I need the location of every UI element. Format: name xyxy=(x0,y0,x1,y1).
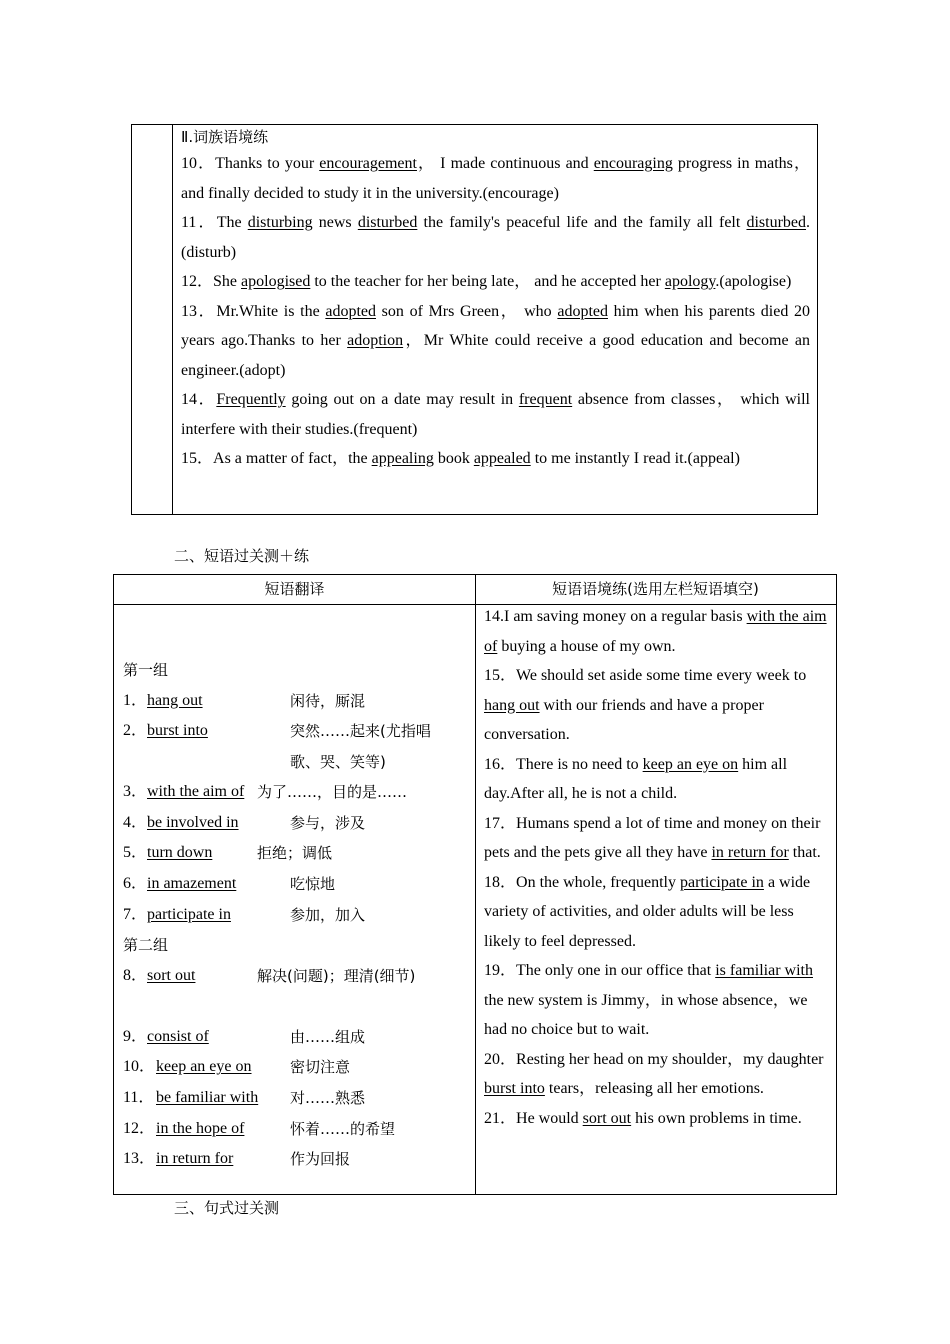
sentence-text: with our friends and have a proper conversation. xyxy=(484,696,764,743)
sentence-text: We should set aside some time every week to xyxy=(516,667,807,684)
phrase-row xyxy=(123,1114,468,1145)
exercise-item xyxy=(484,750,831,809)
sentence-text: He would xyxy=(516,1109,583,1127)
sentence-text: Humans spend a lot of time and money on their pets and the pets give all they have xyxy=(484,814,821,861)
item-number: 21． xyxy=(484,1109,517,1127)
sentence-text: .(apologise) xyxy=(715,273,792,290)
phrase-number: 11． xyxy=(123,1088,155,1106)
sentence-text: his own problems in time. xyxy=(631,1109,802,1127)
sentence-text: that. xyxy=(788,844,821,861)
exercise-item xyxy=(484,868,831,957)
sentence-text: The xyxy=(216,214,248,231)
phrase-english: burst into xyxy=(147,722,208,740)
item-number: 10． xyxy=(181,155,216,172)
word-family-item xyxy=(181,267,810,297)
phrase-english: be involved in xyxy=(147,813,239,831)
phrase-english: keep an eye on xyxy=(156,1058,252,1076)
item-number: 14． xyxy=(181,391,217,408)
phrase-chinese: 拒绝；调低 xyxy=(257,844,333,863)
sentence-text: She xyxy=(213,273,242,290)
phrase-chinese: 突然……起来(尤指唱歌、哭、笑等) xyxy=(290,722,431,771)
phrase-number: 9． xyxy=(123,1027,148,1045)
sentence-text: tears，releasing all her emotions. xyxy=(544,1080,764,1097)
phrase-chinese: 参加，加入 xyxy=(290,905,366,924)
phrase-number: 8． xyxy=(123,966,148,984)
sentence-text: Thanks to your xyxy=(215,155,320,172)
exercise-item xyxy=(484,809,831,868)
word-family-item xyxy=(181,385,810,444)
phrase-number: 6． xyxy=(123,874,148,892)
exercise-item xyxy=(484,1045,831,1104)
sentence-text: Resting her head on my shoulder，my daughter xyxy=(516,1050,824,1068)
group-one-phrases xyxy=(123,686,468,931)
item-number: 12． xyxy=(181,273,214,290)
phrase-english: participate in xyxy=(147,905,231,923)
phrase-row xyxy=(123,808,468,839)
sentence-text: There is no need to xyxy=(516,755,643,773)
phrase-row xyxy=(123,1052,468,1083)
phrase-english: in the hope of xyxy=(156,1119,245,1137)
item-number: 15． xyxy=(181,450,214,467)
phrase-chinese: 作为回报 xyxy=(290,1150,351,1169)
phrase-chinese: 参与，涉及 xyxy=(290,813,366,832)
sentence-text: the new system is Jimmy，in whose absence，we had no choice but to wait. xyxy=(484,991,808,1038)
item-number: 15． xyxy=(484,667,517,684)
exercise-item xyxy=(484,1104,831,1134)
answer-blank: adoption xyxy=(347,332,404,349)
phrase-chinese: 吃惊地 xyxy=(290,874,336,893)
phrase-chinese: 闲待，厮混 xyxy=(290,691,366,710)
phrase-row xyxy=(123,838,468,869)
phrase-english: turn down xyxy=(147,844,213,862)
sentence-text: On the whole, frequently xyxy=(516,873,680,891)
phrase-english: in amazement xyxy=(147,874,237,892)
item-number: 16． xyxy=(484,755,517,773)
exercise-item xyxy=(484,956,831,1045)
exercise-list xyxy=(484,602,831,1133)
phrase-number: 1． xyxy=(123,691,148,709)
phrase-chinese: 为了……，目的是…… xyxy=(257,783,408,802)
word-family-item xyxy=(181,297,810,386)
phrase-row xyxy=(123,1083,468,1114)
word-family-content xyxy=(181,125,810,474)
answer-blank: frequent xyxy=(518,391,573,408)
phrase-list xyxy=(123,655,468,1175)
phrase-chinese: 怀着……的希望 xyxy=(290,1119,396,1138)
answer-blank: is familiar with xyxy=(715,962,813,979)
answer-blank: disturbed xyxy=(746,214,807,231)
phrase-number: 2． xyxy=(123,722,148,740)
sentence-text: to me instantly I read it.(appeal) xyxy=(530,450,740,467)
answer-blank: appealed xyxy=(473,450,531,467)
phrase-chinese: 由……组成 xyxy=(290,1027,366,1046)
answer-blank: apology xyxy=(664,273,716,290)
item-number: 19． xyxy=(484,962,517,979)
answer-blank: disturbing xyxy=(247,214,313,231)
phrase-row xyxy=(123,900,468,931)
phrase-number: 7． xyxy=(123,905,148,923)
answer-blank: Frequently xyxy=(216,391,286,408)
sentence-text: news xyxy=(312,214,358,231)
phrase-number: 3． xyxy=(123,783,148,801)
word-family-item xyxy=(181,208,810,267)
phrase-english: sort out xyxy=(147,966,196,984)
answer-blank: encouraging xyxy=(593,155,673,172)
answer-blank: hang out xyxy=(484,696,540,714)
sentence-text: the family's peaceful life and the family all felt xyxy=(417,214,747,231)
phrase-number: 10． xyxy=(123,1058,156,1076)
sentence-text: going out on a date may result in xyxy=(285,391,519,408)
sentence-text: buying a house of my own. xyxy=(497,637,676,655)
phrase-chinese: 对……熟悉 xyxy=(290,1088,366,1107)
phrase-number: 13． xyxy=(123,1150,156,1168)
group-one-label: 第一组 xyxy=(123,661,169,679)
exercise-item xyxy=(484,661,831,750)
item-number: 18． xyxy=(484,873,517,891)
word-family-box xyxy=(131,124,818,515)
item-number: 13． xyxy=(181,302,217,320)
left-column-header: 短语翻译 xyxy=(264,580,325,598)
sentence-text: a wide variety of activities, and older adults will be less likely to feel depressed. xyxy=(484,873,811,950)
sentence-text: Mr.White is the xyxy=(216,302,326,320)
sentence-text: As a matter of fact，the xyxy=(213,450,372,467)
sentence-text: him all day.After all, he is not a child. xyxy=(484,755,788,802)
answer-blank: adopted xyxy=(325,302,376,320)
sentence-text: . (disturb) xyxy=(181,214,811,261)
phrase-chinese: 密切注意 xyxy=(290,1058,351,1077)
sentence-text: son of Mrs Green， who xyxy=(376,302,558,320)
answer-blank: appealing xyxy=(371,450,434,467)
phrase-number: 12． xyxy=(123,1119,156,1137)
item-number: 14. xyxy=(484,608,504,625)
phrase-table xyxy=(113,574,837,1195)
sentence-text: book xyxy=(433,450,474,467)
phrase-section-heading: 二、短语过关测＋练 xyxy=(174,547,310,565)
sentence-text: ， I made continuous and xyxy=(416,155,594,172)
phrase-english: be familiar with xyxy=(156,1088,259,1106)
sentence-section-heading: 三、句式过关测 xyxy=(174,1199,280,1217)
sentence-text: progress in maths， and finally decided to study it in the university.(encourage) xyxy=(181,155,810,202)
phrase-row xyxy=(123,869,468,900)
answer-blank: disturbed xyxy=(357,214,418,231)
word-family-items xyxy=(181,149,810,474)
item-number: 11． xyxy=(181,214,217,231)
answer-blank: in return for xyxy=(711,844,789,861)
phrase-row xyxy=(123,686,468,717)
answer-blank: encouragement xyxy=(319,155,417,172)
word-family-title: Ⅱ.词族语境练 xyxy=(181,128,269,146)
answer-blank: keep an eye on xyxy=(642,755,739,773)
phrase-row xyxy=(123,777,468,808)
phrase-english: hang out xyxy=(147,691,203,709)
exercise-item xyxy=(484,602,831,661)
answer-blank: sort out xyxy=(582,1109,632,1127)
sentence-text: to the teacher for her being late， and he accepted her xyxy=(310,273,665,290)
sentence-text: I am saving money on a regular basis xyxy=(504,608,747,625)
word-family-item xyxy=(181,444,810,474)
table-column-divider xyxy=(475,575,476,1194)
phrase-number: 5． xyxy=(123,844,148,862)
phrase-row xyxy=(123,961,468,1022)
answer-blank: burst into xyxy=(484,1080,545,1097)
group-two-phrases xyxy=(123,961,468,1175)
phrase-row xyxy=(123,1022,468,1053)
answer-blank: participate in xyxy=(679,873,764,891)
phrase-row xyxy=(123,716,468,777)
phrase-chinese: 解决(问题)；理清(细节) xyxy=(257,966,416,985)
answer-blank: adopted xyxy=(557,302,608,320)
item-number: 17． xyxy=(484,814,517,832)
sentence-text: absence from classes， which will interfere with their studies.(frequent) xyxy=(181,391,810,438)
sentence-text: him when his parents died 20 years ago.Thanks to her xyxy=(181,302,810,349)
phrase-english: with the aim of xyxy=(147,783,245,801)
answer-blank: with the aim of xyxy=(484,608,827,655)
sentence-text: ，Mr White could receive a good education and become an engineer.(adopt) xyxy=(181,332,810,379)
phrase-english: in return for xyxy=(156,1150,234,1168)
phrase-number: 4． xyxy=(123,813,148,831)
phrase-row xyxy=(123,1144,468,1175)
box-divider xyxy=(172,125,173,514)
sentence-text: The only one in our office that xyxy=(516,962,716,979)
right-column-header: 短语语境练(选用左栏短语填空) xyxy=(552,580,759,598)
answer-blank: apologised xyxy=(241,273,311,290)
item-number: 20． xyxy=(484,1050,517,1068)
word-family-item xyxy=(181,149,810,208)
group-two-label: 第二组 xyxy=(123,936,169,955)
phrase-english: consist of xyxy=(147,1027,209,1045)
